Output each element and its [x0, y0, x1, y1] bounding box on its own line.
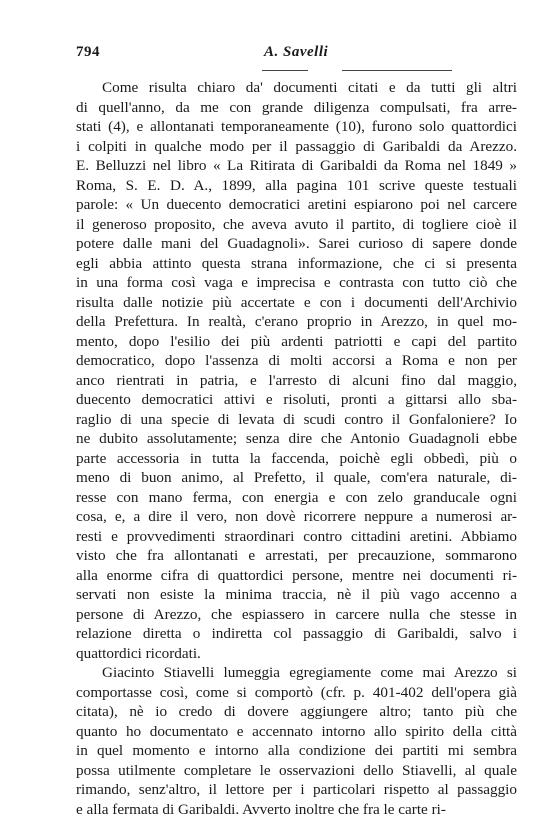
text-line: democratico, dopo l'assenza di molti accorsi a Roma e non per [76, 352, 517, 369]
text-line: in quel momento e intorno alla condizione dei partiti mi sembra [76, 742, 517, 759]
text-line: resti e provvedimenti straordinari contro cittadini aretini. Abbiamo [76, 527, 517, 545]
text-line: meno di buon animo, al Prefetto, il quale, com'era naturale, di- [76, 469, 517, 486]
header-rule-left [262, 70, 308, 71]
text-line: comportasse così, come si comportò (cfr. p. 401-402 dell'opera già [76, 683, 517, 701]
text-line: parte accessoria in tutta la faccenda, poichè egli obbedì, più o [76, 449, 517, 467]
text-line: in una forma così vaga e imprecisa e contrasta con tutto ciò che [76, 274, 517, 291]
text-line: duecento democratici attivi e risoluti, pronti a gittarsi allo sba- [76, 391, 517, 408]
header-rule-right [342, 70, 452, 71]
text-line: quattordici ricordati. [76, 644, 201, 662]
text-line: ne dubito assolutamente; senza dire che Antonio Guadagnoli ebbe [76, 430, 517, 447]
text-line: mento, dopo l'esilio dei più ardenti patriotti e capi del partito [76, 332, 517, 350]
text-line: resse con mano ferma, con energia e con zelo granducale ogni [76, 488, 517, 506]
text-line: Roma, S. E. D. A., 1899, alla pagina 101 scrive queste testuali [76, 176, 517, 194]
text-line: i colpiti in qualche modo per il passaggio di Garibaldi da Arezzo. [76, 137, 517, 155]
text-line: egli abbia attinto questa strana informazione, che ci si presenta [76, 254, 517, 272]
text-line: relazione diretta o indiretta col passaggio di Garibaldi, salvo i [76, 625, 517, 642]
text-line: parole: « Un duecento democratici aretini espiarono poi nel carcere [76, 196, 517, 213]
text-line: stati (4), e allontanati temporaneamente (10), furono solo quattordici [76, 118, 517, 135]
text-line: rimando, senz'altro, il lettore per i particolari rispetto al passaggio [76, 781, 517, 798]
text-line: di quell'anno, da me con grande diligenza compulsati, fra arre- [76, 98, 517, 116]
text-line: e alla fermata di Garibaldi. Avverto inoltre che fra le carte ri- [76, 800, 446, 818]
paragraph-2 [76, 663, 517, 819]
text-line: citata), nè io credo di dovere aggiungere altro; tanto più che [76, 703, 517, 720]
text-line: della Prefettura. In realtà, c'erano proprio in Arezzo, in quel mo- [76, 313, 517, 330]
text-line: persone di Arezzo, che espiassero in carcere nulla che stesse in [76, 605, 517, 623]
text-line: Come risulta chiaro da' documenti citati e da tutti gli altri [102, 79, 517, 96]
text-line: visto che fra allontanati e arrestati, per precauzione, sommarono [76, 547, 517, 564]
text-line: E. Belluzzi nel libro « La Ritirata di Garibaldi da Roma nel 1849 » [76, 157, 517, 174]
body-text [76, 78, 517, 819]
text-line: cosa, e, a dire il vero, non dovè ricorrere neppure a numerosi ar- [76, 508, 517, 525]
text-line: il generoso proposito, che aveva avuto il partito, di togliere cioè il [76, 215, 517, 233]
text-line: Giacinto Stiavelli lumeggia egregiamente come mai Arezzo si [102, 664, 517, 681]
page-header [76, 44, 516, 64]
text-line: servati non esiste la minima traccia, nè il più vago accenno a [76, 586, 517, 603]
text-line: alla enorme cifra di quattordici persone, mentre nei documenti ri- [76, 566, 517, 584]
text-line: potere dalle mani del Guadagnoli». Sarei curioso di sapere donde [76, 235, 517, 252]
text-line: raglio di una specie di levata di scudi contro il Gonfaloniere? Io [76, 410, 517, 428]
text-line: anco rientrati in patria, e l'arresto di alcuni fino dal maggio, [76, 371, 517, 389]
text-line: quanto ho documentato e accennato intorno allo spirito della città [76, 722, 517, 740]
page-number: 794 [76, 44, 100, 60]
text-line: risulta dalle notizie più accertate e con i documenti dell'Archivio [76, 293, 517, 311]
paragraph-1 [76, 78, 517, 663]
running-head: A. Savelli [264, 44, 329, 60]
text-line: possa utilmente completare le osservazioni dello Stiavelli, al quale [76, 761, 517, 779]
